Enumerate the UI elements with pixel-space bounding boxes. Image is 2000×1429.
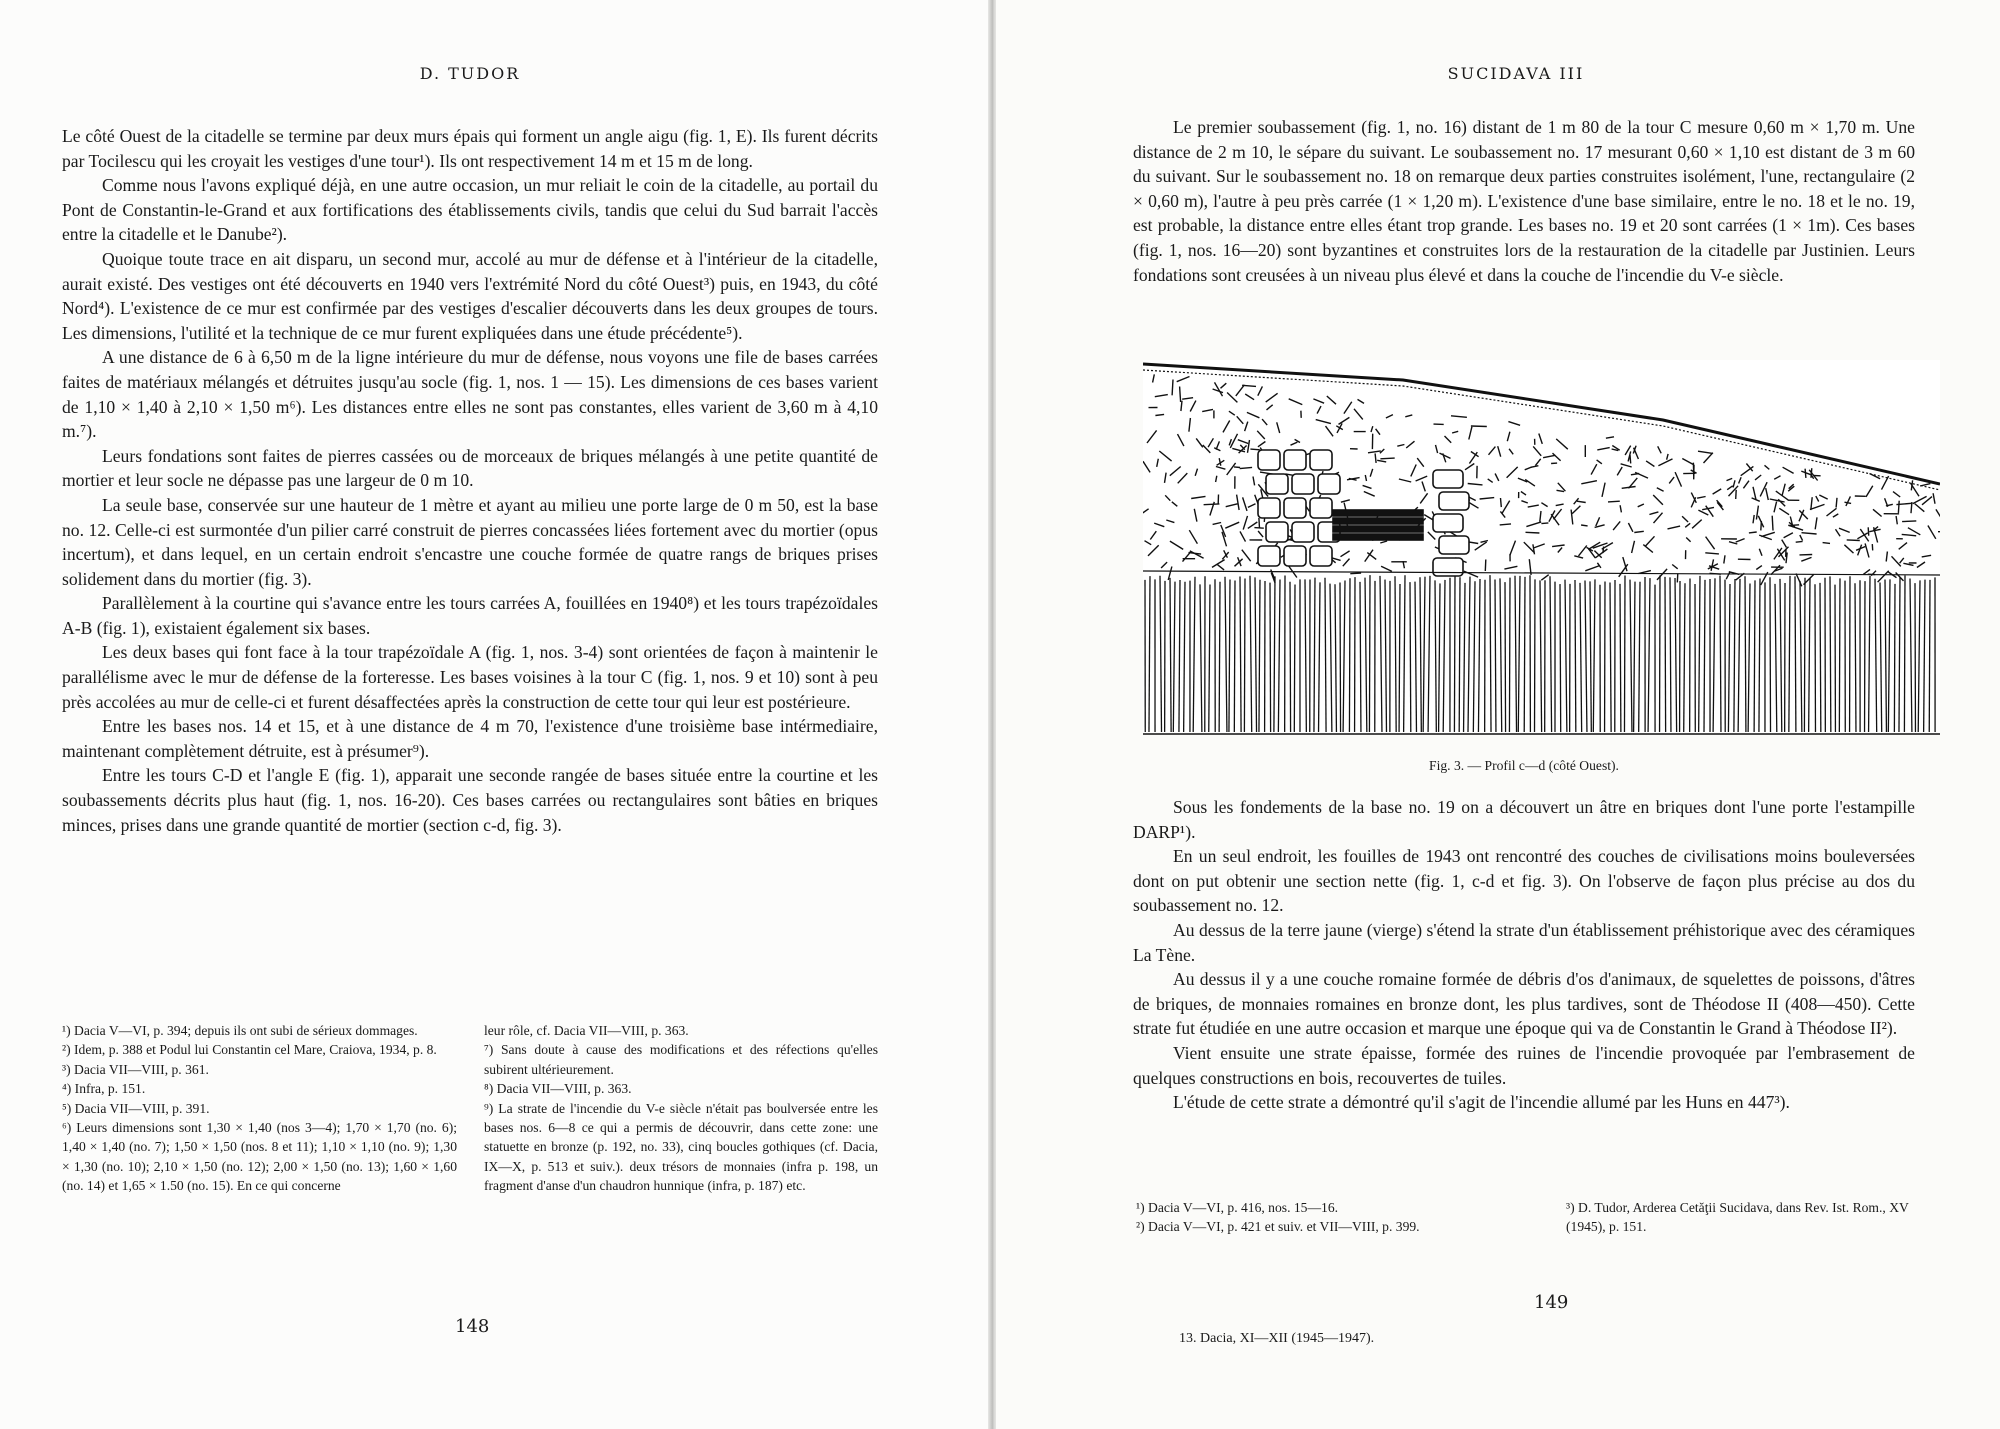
paragraph: Parallèlement à la courtine qui s'avance entre les tours carrées A, fouillées en 1940⁸) et les tours trapézoïdales A-B (fig. 1), existaient également six bases. [62, 593, 878, 638]
footnote: ⁹) La strate de l'incendie du V-e siècle n'était pas boulversée entre les bases nos. 6—8 ce qui a permis de découvrir, dans cette zone: une statuette en bronze (p. 192, no. 33), cinq boucles gothiques (cf. Dacia, IX—X, p. 513 et suiv.). deux trésors de monnaies (infra p. 198, un fragment d'anse d'un chaudron hunnique (infra, p. 187) etc. [484, 1100, 878, 1194]
footnotes-right-right [1566, 1198, 1926, 1237]
paragraph: En un seul endroit, les fouilles de 1943 ont rencontré des couches de civilisations moins bouleversées dont on put obtenir une section nette (fig. 1, c-d et fig. 3). On l'observe de façon plus précise au dos du soubassement no. 12. [1133, 846, 1915, 916]
left-page [0, 0, 990, 1429]
footnote: ⁷) Sans doute à cause des modifications et des réfections qu'elles subirent ultérieurement. [484, 1042, 878, 1077]
right-page [996, 0, 2000, 1429]
paragraph: Au dessus de la terre jaune (vierge) s'étend la strate d'un établissement préhistorique avec des céramiques La Tène. [1133, 919, 1915, 965]
footnote: ¹) Dacia V—VI, p. 394; depuis ils ont subi de sérieux dommages. [62, 1023, 418, 1038]
footnote: ²) Dacia V—VI, p. 421 et suiv. et VII—VIII, p. 399. [1136, 1219, 1420, 1235]
paragraph: Le côté Ouest de la citadelle se termine par deux murs épais qui forment un angle aigu (fig. 1, E). Ils furent décrits par Tocilescu qui les croyait les vestiges d'une tour¹). Ils ont respectivement 14 m et 15 m de long. [62, 126, 878, 171]
paragraph: Le premier soubassement (fig. 1, no. 16) distant de 1 m 80 de la tour C mesure 0,60 m × 1,70 m. Une distance de 2 m 10, le sépare du suivant. Le soubassement no. 17 mesurant 0,60 × 1,10 est distant de 3 m 60 du suivant. Sur le soubassement no. 18 on remarque deux parties construites isolément, l'une, rectangulaire (2 × 0,60 m), l'autre à peu près carrée (1 × 1,20 m). L'existence d'une base similaire, entre le no. 18 et le no. 19, est probable, la distance entre elles étant trop grande. Les bases no. 19 et 20 sont carrées (1 × 1m). Ces bases (fig. 1, nos. 16—20) sont byzantines et construites lors de la restauration de la citadelle par Justinien. Leurs fondations sont creusées à un niveau plus élevé et dans la couche de l'incendie du V-e siècle. [1133, 117, 1915, 285]
paragraph: Entre les tours C-D et l'angle E (fig. 1), apparait une seconde rangée de bases située entre la courtine et les soubassements décrits plus haut (fig. 1, nos. 16-20). Ces bases carrées ou rectangulaires sont bâties en briques minces, prises dans une grande quantité de mortier (section c-d, fig. 3). [62, 765, 878, 835]
page-number-right: 149 [1534, 1292, 1569, 1313]
running-head-right: SUCIDAVA III [1447, 64, 1585, 83]
footnote: ³) Dacia VII—VIII, p. 361. [62, 1061, 209, 1077]
figure-profile-drawing [1143, 360, 1940, 735]
figure-caption: Fig. 3. — Profil c—d (côté Ouest). [1429, 758, 1619, 773]
paragraph: Au dessus il y a une couche romaine formée de débris d'os d'animaux, de squelettes de poissons, d'âtres de briques, de monnaies romaines en bronze dont, les plus tardives, sont de Théodose II (408—450). Cette strate fut étudiée en une autre occasion et marque une époque qui va de Constantin le Grand à Théodose II²). [1133, 969, 1915, 1039]
footnote: ⁶) Leurs dimensions sont 1,30 × 1,40 (nos 3—4); 1,70 × 1,70 (no. 6); 1,40 × 1,40 (no. 7); 1,50 × 1,50 (nos. 8 et 11); 1,10 × 1,10 (no. 9); 1,30 × 1,30 (no. 10); 2,10 × 1,50 (no. 12); 2,00 × 1,50 (no. 13); 1,60 × 1,60 (no. 14) et 1,65 × 1.50 (no. 15). En ce qui concerne [62, 1120, 457, 1194]
signature-line: 13. Dacia, XI—XII (1945—1947). [1179, 1331, 1375, 1346]
paragraph: Entre les bases nos. 14 et 15, et à une distance de 4 m 70, l'existence d'une troisième base intérmediaire, maintenant complètement détruite, est à présumer⁹). [62, 716, 878, 761]
footnotes-left-col1 [62, 1021, 457, 1196]
paragraph: Leurs fondations sont faites de pierres cassées ou de morceaux de briques mélangés à une petite quantité de mortier et leur socle ne dépasse pas une largeur de 0 m 10. [62, 445, 878, 491]
footnotes-left-col2 [484, 1021, 878, 1196]
left-body-text [62, 124, 878, 837]
right-body-text-bottom [1133, 795, 1915, 1115]
paragraph: Comme nous l'avons expliqué déjà, en une autre occasion, un mur reliait le coin de la citadelle, au portail du Pont de Constantin-le-Grand et aux fortifications des établissements civils, tandis que celui du Sud barrait l'accès entre la citadelle et le Danube²). [62, 175, 878, 245]
paragraph: Les deux bases qui font face à la tour trapézoïdale A (fig. 1, nos. 3-4) sont orientées de façon à maintenir le parallélisme avec le mur de défense de la forteresse. Les bases voisines à la tour C (fig. 1, nos. 9 et 10) sont à peu près accolées au mur de celle-ci et furent désaffectées après la construction de cette tour qui leur est postérieure. [62, 642, 878, 712]
footnote: ⁵) Dacia VII—VIII, p. 391. [62, 1100, 210, 1116]
footnote: ²) Idem, p. 388 et Podul lui Constantin cel Mare, Craiova, 1934, p. 8. [62, 1042, 437, 1058]
footnote: ³) D. Tudor, Arderea Cetăţii Sucidava, dans Rev. Ist. Rom., XV (1945), p. 151. [1566, 1200, 1909, 1235]
stratigraphy-illustration [1143, 360, 1940, 735]
paragraph: Sous les fondements de la base no. 19 on a découvert un âtre en briques dont l'une porte l'estampille DARP¹). [1133, 797, 1915, 842]
running-head-left: D. TUDOR [419, 64, 521, 83]
right-body-text-top [1133, 115, 1915, 287]
paragraph: Quoique toute trace en ait disparu, un second mur, accolé au mur de défense et à l'intérieur de la citadelle, aurait existé. Des vestiges ont été découverts en 1940 vers l'extrémité Nord du côté Ouest³) puis, en 1943, du côté Nord⁴). L'existence de ce mur est confirmée par des vestiges d'escalier découverts dans les deux groupes de tours. Les dimensions, l'utilité et la technique de ce mur furent expliquées dans une étude précédente⁵). [62, 248, 878, 343]
footnote: ⁴) Infra, p. 151. [62, 1081, 146, 1097]
paragraph: La seule base, conservée sur une hauteur de 1 mètre et ayant au milieu une porte large de 0 m 50, est la base no. 12. Celle-ci est surmontée d'un pilier carré construit de pierres concassées liées fortement avec du mortier (opus incertum), et dans lequel, en un certain endroit s'encastre une couche formée de quatre rangs de briques prises solidement dans du mortier (fig. 3). [62, 494, 878, 589]
footnote: ¹) Dacia V—VI, p. 416, nos. 15—16. [1136, 1200, 1339, 1215]
page-number-left: 148 [455, 1316, 490, 1337]
paragraph: Vient ensuite une strate épaisse, formée des ruines de l'incendie provoquée par l'embrasement de quelques constructions en bois, recouvertes de tuiles. [1133, 1042, 1915, 1088]
footnotes-right-left [1136, 1198, 1536, 1237]
paragraph: A une distance de 6 à 6,50 m de la ligne intérieure du mur de défense, nous voyons une file de bases carrées faites de matériaux mélangés et détruites jusqu'au socle (fig. 1, nos. 1 — 15). Les dimensions de ces bases varient de 1,10 × 1,40 à 2,10 × 1,50 m⁶). Les distances entre elles ne sont pas constantes, elles varient de 3,60 m à 4,10 m.⁷). [62, 347, 878, 442]
footnote: ⁸) Dacia VII—VIII, p. 363. [484, 1081, 632, 1097]
paragraph: L'étude de cette strate a démontré qu'il s'agit de l'incendie allumé par les Huns en 447³). [1173, 1092, 1790, 1113]
footnote: leur rôle, cf. Dacia VII—VIII, p. 363. [484, 1023, 689, 1038]
